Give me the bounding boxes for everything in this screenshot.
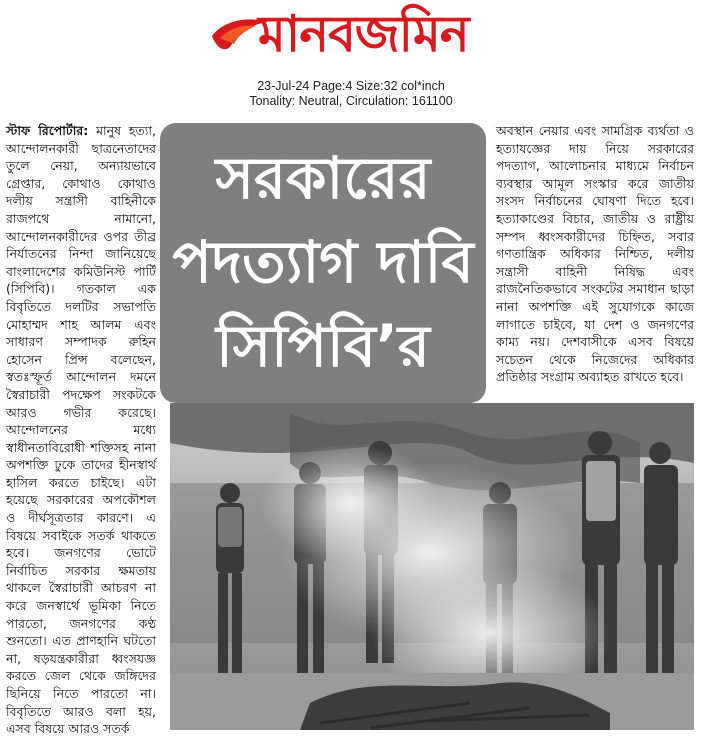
- headline-line-2: পদত্যাগ দাবি: [172, 228, 474, 296]
- clipping-meta-line2: Tonality: Neutral, Circulation: 161100: [249, 94, 453, 108]
- headline-box: [160, 123, 486, 403]
- headline-line-1: সরকারের: [215, 144, 431, 212]
- article-right-column: অবস্থান নেয়ার এবং সামগ্রিক ব্যর্থতা ও হত্যাযজ্ঞের দায় নিয়ে সরকারের পদত্যাগ, আলোচনার মাধ্যমে নির্বাচন ব্যবস্থার আমূল সংস্কার করে জাতীয় সংসদ নির্বাচনের ঘোষণা দিতে হবে। হত্যাকাণ্ডের বিচার, জাতীয় ও রাষ্ট্রীয় সম্পদ ধ্বংসকারীদের চিহ্নিত, সবার গণতান্ত্রিক অধিকার নিশ্চিত, দলীয় সন্ত্রাসী বাহিনী নিষিদ্ধ এবং রাজনৈতিকভাবে সংকটের সমাধান ছাড়া নানা অপশক্তি এই সুযোগকে কাজে লাগাতে চাইবে, যা দেশ ও জনগণের কাম্য নয়। দেশবাসীকে এসব বিষয়ে সচেতন থেকে নিজেদের অধিকার প্রতিষ্ঠার সংগ্রাম অব্যাহত রাখতে হবে।: [496, 123, 694, 385]
- masthead: [210, 4, 500, 70]
- headline-line-3: সিপিবি’র: [216, 312, 430, 380]
- clipping-meta-line1: 23-Jul-24 Page:4 Size:32 col*inch: [257, 79, 445, 93]
- masthead-title: মানবজমিন: [258, 5, 469, 63]
- article-left-column: [6, 122, 156, 738]
- article-left-text: মানুষ হত্যা, আন্দোলনকারী ছাত্রনেতাদের তুলে নেয়া, অন্যায়ভাবে গ্রেপ্তার, কোথাও কোথাও দলীয় সন্ত্রাসী বাহিনীকে রাজপথে নামানো, আন্দোলনকারীদের ওপর তীব্র নির্যাতনের নিন্দা জানিয়েছে বাংলাদেশের কমিউনিস্ট পার্টি (সিপিবি)। গতকাল এক বিবৃতিতে দলটির সভাপতি মোহাম্মদ শাহ আলম এবং সাধারণ সম্পাদক রুহিন হোসেন প্রিন্স বলেছেন, স্বতঃস্ফূর্ত আন্দোলন দমনে স্বৈরাচারী পদক্ষেপ সংকটকে আরও গভীর করেছে। আন্দোলনের মধ্যে স্বাধীনতাবিরোধী শক্তিসহ নানা অপশক্তি ঢুকে তাদের হীনস্বার্থ হাসিল করতে চাইছে। এটা হয়েছে সরকারের অপকৌশল ও দীর্ঘসূত্রতার কারণে। এ বিষয়ে সবাইকে সতর্ক থাকতে হবে। জনগণের ভোটে নির্বাচিত সরকার ক্ষমতায় থাকলে স্বৈরাচারী আচরণ না করে জনস্বার্থে ভূমিকা নিতে পারতো, জনগণের কণ্ঠ শুনতো। এত প্রাণহানি ঘটতো না, ষড়যন্ত্রকারীরা ধ্বংসযজ্ঞ করতে জেল থেকে জঙ্গিদের ছিনিয়ে নিতে পারতো না। বিবৃতিতে আরও বলা হয়, এসব বিষয়ে আরও সতর্ক: [6, 123, 156, 737]
- protest-photo-illustration: [170, 403, 694, 730]
- byline: স্টাফ রিপোর্টার:: [6, 123, 89, 138]
- news-photo: [170, 403, 694, 730]
